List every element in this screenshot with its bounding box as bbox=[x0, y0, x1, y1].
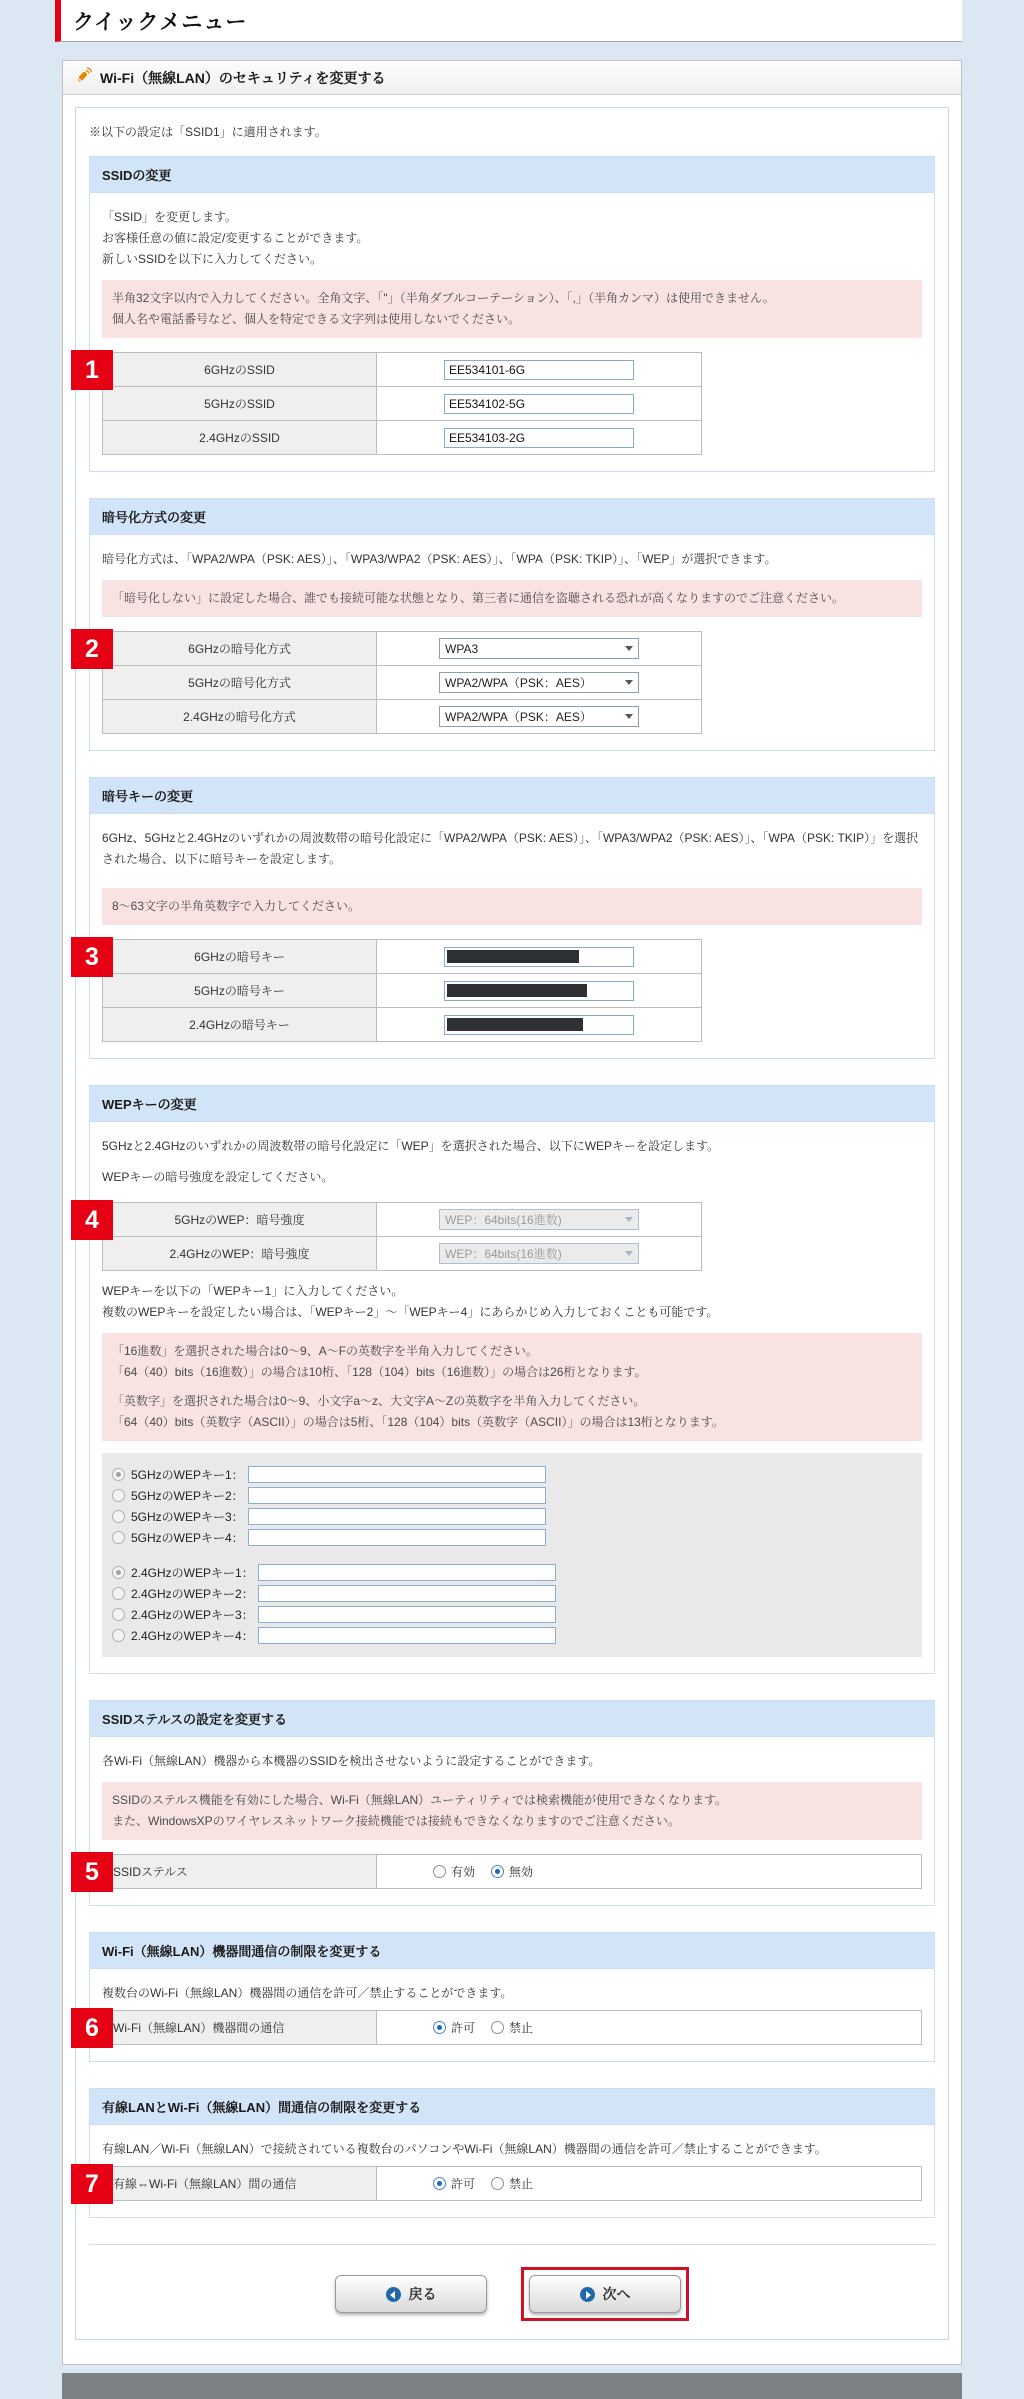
encryption-table bbox=[102, 631, 702, 734]
encryption-24g-select[interactable] bbox=[439, 706, 639, 727]
wep-key-label: 5GHzのWEPキー2： bbox=[131, 1489, 244, 1503]
page-title: クイックメニュー bbox=[73, 10, 248, 34]
wep-key-5g-2-input[interactable] bbox=[248, 1487, 546, 1504]
section-stealth-title: SSIDステルスの設定を変更する bbox=[90, 1701, 934, 1737]
stealth-disable-radio[interactable] bbox=[491, 1865, 504, 1878]
wired-comm-deny-radio[interactable] bbox=[491, 2177, 504, 2190]
table-row bbox=[103, 700, 702, 734]
ssid-warning-1: 半角32文字以内で入力してください。全角文字、「"」（半角ダブルコーテーション）、「,」（半角カンマ）は使用できません。 bbox=[112, 291, 775, 305]
wep-key-5g-4-radio[interactable] bbox=[112, 1531, 125, 1544]
wep-key-row bbox=[112, 1466, 912, 1483]
masked-value bbox=[447, 950, 579, 963]
ssid-24g-input[interactable] bbox=[444, 428, 634, 448]
ssid-warning-2: 個人名や電話番号など、個人を特定できる文字列は使用しないでください。 bbox=[112, 312, 521, 326]
radio-label: 有効 bbox=[451, 1865, 476, 1879]
step-badge-5: 5 bbox=[71, 1852, 113, 1892]
selected-value: WPA2/WPA（PSK：AES） bbox=[445, 710, 592, 724]
wifi-comm-allow-radio[interactable] bbox=[433, 2021, 446, 2034]
wep-desc-4: 複数のWEPキーを設定したい場合は、「WEPキー2」～「WEPキー4」にあらかじめ入力しておくことも可能です。 bbox=[102, 1305, 719, 1319]
key-warning-box bbox=[102, 888, 922, 925]
selected-value: WEP：64bits(16進数) bbox=[445, 1213, 562, 1227]
table-row bbox=[103, 1008, 702, 1042]
section-stealth bbox=[85, 1700, 935, 1906]
key-table bbox=[102, 939, 702, 1042]
wep-key-row bbox=[112, 1627, 912, 1644]
wep-desc-3: WEPキーを以下の「WEPキー1」に入力してください。 bbox=[102, 1284, 404, 1298]
row-label: 2.4GHzの暗号化方式 bbox=[103, 700, 377, 734]
row-label: SSIDステルス bbox=[103, 1855, 377, 1889]
next-button[interactable] bbox=[529, 2275, 681, 2313]
section-ssid bbox=[85, 156, 935, 472]
wep-key-5g-4-input[interactable] bbox=[248, 1529, 546, 1546]
radio-label: 許可 bbox=[451, 2021, 476, 2035]
ssid-desc-3: 新しいSSIDを以下に入力してください。 bbox=[102, 252, 323, 266]
content-wrapper bbox=[75, 107, 949, 2340]
ssid-desc-1: 「SSID」を変更します。 bbox=[102, 210, 238, 224]
panel-header-label: Wi-Fi（無線LAN）のセキュリティを変更する bbox=[100, 69, 386, 86]
arrow-right-icon bbox=[580, 2287, 595, 2302]
ssid-5g-input[interactable] bbox=[444, 394, 634, 414]
row-label: Wi-Fi（無線LAN）機器間の通信 bbox=[103, 2011, 377, 2045]
back-button[interactable] bbox=[335, 2275, 487, 2313]
stealth-enable-radio[interactable] bbox=[433, 1865, 446, 1878]
main-panel bbox=[62, 60, 962, 2365]
ssid-table bbox=[102, 352, 702, 455]
table-row bbox=[103, 666, 702, 700]
chevron-down-icon bbox=[625, 680, 633, 685]
step-badge-1: 1 bbox=[71, 350, 113, 390]
table-row bbox=[103, 974, 702, 1008]
panel-header bbox=[63, 61, 961, 95]
selected-value: WPA2/WPA（PSK：AES） bbox=[445, 676, 592, 690]
wep-key-label: 2.4GHzのWEPキー2： bbox=[131, 1587, 254, 1601]
wep-key-24g-2-radio[interactable] bbox=[112, 1587, 125, 1600]
wired-comm-allow-radio[interactable] bbox=[433, 2177, 446, 2190]
radio-label: 許可 bbox=[451, 2177, 476, 2191]
row-label: 5GHzの暗号化方式 bbox=[103, 666, 377, 700]
wep-key-label: 2.4GHzのWEPキー1： bbox=[131, 1566, 254, 1580]
radio-label: 禁止 bbox=[509, 2177, 534, 2191]
next-highlight-box bbox=[521, 2267, 689, 2321]
row-label: 6GHzの暗号化方式 bbox=[103, 632, 377, 666]
wep-warning-4: 「64（40）bits（英数字（ASCII）」の場合は5桁、「128（104）bits（英数字（ASCII）」の場合は13桁となります。 bbox=[112, 1415, 724, 1429]
radio-label: 禁止 bbox=[509, 2021, 534, 2035]
pen-icon bbox=[73, 67, 92, 89]
chevron-down-icon bbox=[625, 1251, 633, 1256]
row-label: 2.4GHzのSSID bbox=[103, 421, 377, 455]
masked-value bbox=[447, 984, 587, 997]
row-label: 有線⇔Wi-Fi（無線LAN）間の通信 bbox=[103, 2167, 377, 2201]
section-key-title: 暗号キーの変更 bbox=[90, 778, 934, 814]
wep-warning-1: 「16進数」を選択された場合は0～9、A～Fの英数字を半角入力してください。 bbox=[112, 1344, 539, 1358]
section-wep bbox=[85, 1085, 935, 1674]
table-row bbox=[103, 632, 702, 666]
section-encryption-title: 暗号化方式の変更 bbox=[90, 499, 934, 535]
row-label: 5GHzのWEP：暗号強度 bbox=[103, 1203, 377, 1237]
wep-key-label: 5GHzのWEPキー4： bbox=[131, 1531, 244, 1545]
encryption-5g-select[interactable] bbox=[439, 672, 639, 693]
stealth-table bbox=[102, 1854, 922, 1889]
wired-comm-desc: 有線LAN／Wi-Fi（無線LAN）で接続されている複数台のパソコンやWi-Fi（無線LAN）機器間の通信を許可／禁止することができます。 bbox=[102, 2142, 827, 2156]
table-row bbox=[103, 940, 702, 974]
encryption-desc: 暗号化方式は、「WPA2/WPA（PSK: AES）」、「WPA3/WPA2（PSK: AES）」、「WPA（PSK: TKIP）」、「WEP」が選択できます。 bbox=[102, 552, 777, 566]
chevron-down-icon bbox=[625, 1217, 633, 1222]
key-5g-input[interactable] bbox=[444, 981, 634, 1001]
table-row bbox=[103, 1203, 702, 1237]
footer-bar bbox=[62, 2373, 962, 2399]
wep-desc-2: WEPキーの暗号強度を設定してください。 bbox=[102, 1170, 334, 1184]
wep-strength-5g-select bbox=[439, 1209, 639, 1230]
table-row bbox=[103, 1855, 922, 1889]
wep-key-row bbox=[112, 1585, 912, 1602]
wep-strength-24g-select bbox=[439, 1243, 639, 1264]
section-wifi-comm bbox=[85, 1932, 935, 2062]
wep-key-5g-1-radio[interactable] bbox=[112, 1468, 125, 1481]
table-row bbox=[103, 353, 702, 387]
step-badge-6: 6 bbox=[71, 2008, 113, 2048]
row-label: 2.4GHzの暗号キー bbox=[103, 1008, 377, 1042]
table-row bbox=[103, 1237, 702, 1271]
key-6g-input[interactable] bbox=[444, 947, 634, 967]
wep-strength-table bbox=[102, 1202, 702, 1271]
step-badge-4: 4 bbox=[71, 1200, 113, 1240]
row-label: 6GHzのSSID bbox=[103, 353, 377, 387]
wep-key-24g-4-input[interactable] bbox=[258, 1627, 556, 1644]
section-ssid-title: SSIDの変更 bbox=[90, 157, 934, 193]
wep-key-label: 5GHzのWEPキー1： bbox=[131, 1468, 244, 1482]
wep-key-label: 2.4GHzのWEPキー4： bbox=[131, 1629, 254, 1643]
ssid-warning-box bbox=[102, 280, 922, 338]
wep-key-row bbox=[112, 1564, 912, 1581]
wep-key-row bbox=[112, 1529, 912, 1546]
section-wep-title: WEPキーの変更 bbox=[90, 1086, 934, 1122]
wep-key-row bbox=[112, 1487, 912, 1504]
step-badge-7: 7 bbox=[71, 2164, 113, 2204]
button-row bbox=[89, 2244, 935, 2329]
wep-key-5g-3-radio[interactable] bbox=[112, 1510, 125, 1523]
encryption-6g-select[interactable] bbox=[439, 638, 639, 659]
wep-key-24g-1-radio[interactable] bbox=[112, 1566, 125, 1579]
step-badge-2: 2 bbox=[71, 629, 113, 669]
masked-value bbox=[447, 1018, 583, 1031]
wifi-comm-table bbox=[102, 2010, 922, 2045]
wep-warning-2: 「64（40）bits（16進数）」の場合は10桁、「128（104）bits（16進数）」の場合は26桁となります。 bbox=[112, 1365, 647, 1379]
arrow-left-icon bbox=[386, 2287, 401, 2302]
wep-key-5g-2-radio[interactable] bbox=[112, 1489, 125, 1502]
wep-key-5g-3-input[interactable] bbox=[248, 1508, 546, 1525]
ssid-desc-2: お客様任意の値に設定/変更することができます。 bbox=[102, 231, 369, 245]
section-wired-comm bbox=[85, 2088, 935, 2218]
row-label: 5GHzのSSID bbox=[103, 387, 377, 421]
wep-key-24g-1-input[interactable] bbox=[258, 1564, 556, 1581]
wep-key-row bbox=[112, 1606, 912, 1623]
table-row bbox=[103, 2167, 922, 2201]
ssid1-note: ※以下の設定は「SSID1」に適用されます。 bbox=[89, 125, 327, 139]
wep-warning-3: 「英数字」を選択された場合は0～9、小文字a～z、大文字A～Zの英数字を半角入力してください。 bbox=[112, 1394, 646, 1408]
wep-key-5g-1-input[interactable] bbox=[248, 1466, 546, 1483]
table-row bbox=[103, 2011, 922, 2045]
wep-key-24g-3-input[interactable] bbox=[258, 1606, 556, 1623]
stealth-warning-box bbox=[102, 1782, 922, 1840]
wep-key-row bbox=[112, 1508, 912, 1525]
chevron-down-icon bbox=[625, 714, 633, 719]
wep-warning-box bbox=[102, 1333, 922, 1441]
back-button-label: 戻る bbox=[408, 2286, 437, 2302]
section-wired-comm-title: 有線LANとWi-Fi（無線LAN）間通信の制限を変更する bbox=[90, 2089, 934, 2125]
wep-key-label: 2.4GHzのWEPキー3： bbox=[131, 1608, 254, 1622]
wired-comm-table bbox=[102, 2166, 922, 2201]
stealth-desc: 各Wi-Fi（無線LAN）機器から本機器のSSIDを検出させないように設定することができます。 bbox=[102, 1754, 601, 1768]
selected-value: WPA3 bbox=[445, 641, 479, 656]
row-label: 5GHzの暗号キー bbox=[103, 974, 377, 1008]
wifi-comm-desc: 複数台のWi-Fi（無線LAN）機器間の通信を許可／禁止することができます。 bbox=[102, 1986, 513, 2000]
key-24g-input[interactable] bbox=[444, 1015, 634, 1035]
key-warning: 8～63文字の半角英数字で入力してください。 bbox=[112, 899, 361, 913]
row-label: 2.4GHzのWEP：暗号強度 bbox=[103, 1237, 377, 1271]
key-desc: 6GHz、5GHzと2.4GHzのいずれかの周波数帯の暗号化設定に「WPA2/WPA（PSK: AES）」、「WPA3/WPA2（PSK: AES）」、「WPA（PSK: TKIP）」を選択された場合、以下に暗号キーを設定します。 bbox=[102, 831, 919, 866]
selected-value: WEP：64bits(16進数) bbox=[445, 1247, 562, 1261]
section-wifi-comm-title: Wi-Fi（無線LAN）機器間通信の制限を変更する bbox=[90, 1933, 934, 1969]
wep-key-24g-4-radio[interactable] bbox=[112, 1629, 125, 1642]
encryption-warning: 「暗号化しない」に設定した場合、誰でも接続可能な状態となり、第三者に通信を盗聴される恐れが高くなりますのでご注意ください。 bbox=[112, 591, 845, 605]
step-badge-3: 3 bbox=[71, 937, 113, 977]
chevron-down-icon bbox=[625, 646, 633, 651]
page-title-bar bbox=[55, 0, 962, 42]
next-button-label: 次へ bbox=[602, 2286, 631, 2302]
wep-key-24g-3-radio[interactable] bbox=[112, 1608, 125, 1621]
table-row bbox=[103, 387, 702, 421]
stealth-warning-1: SSIDのステルス機能を有効にした場合、Wi-Fi（無線LAN）ユーティリティでは検索機能が使用できなくなります。 bbox=[112, 1793, 728, 1807]
table-row bbox=[103, 421, 702, 455]
wep-key-label: 5GHzのWEPキー3： bbox=[131, 1510, 244, 1524]
encryption-warning-box bbox=[102, 580, 922, 617]
wep-desc-1: 5GHzと2.4GHzのいずれかの周波数帯の暗号化設定に「WEP」を選択された場合、以下にWEPキーを設定します。 bbox=[102, 1139, 720, 1153]
wep-key-24g-2-input[interactable] bbox=[258, 1585, 556, 1602]
section-encryption bbox=[85, 498, 935, 751]
wifi-comm-deny-radio[interactable] bbox=[491, 2021, 504, 2034]
stealth-warning-2: また、WindowsXPのワイヤレスネットワーク接続機能では接続もできなくなりますのでご注意ください。 bbox=[112, 1814, 680, 1828]
section-key bbox=[85, 777, 935, 1059]
ssid-6g-input[interactable] bbox=[444, 360, 634, 380]
radio-label: 無効 bbox=[509, 1865, 534, 1879]
row-label: 6GHzの暗号キー bbox=[103, 940, 377, 974]
wep-keys-panel bbox=[102, 1453, 922, 1657]
